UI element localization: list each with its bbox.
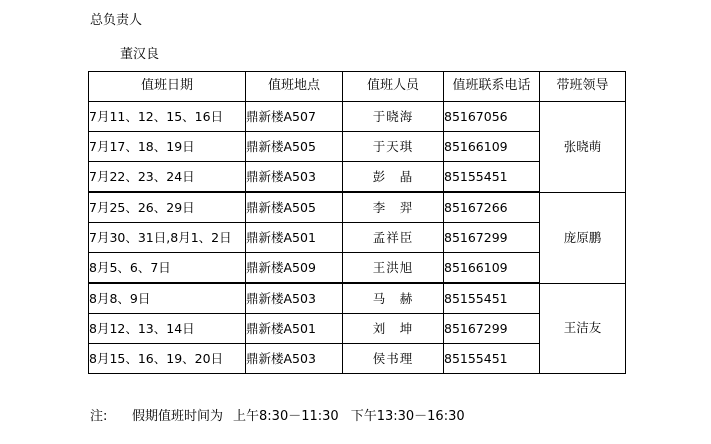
duty-place: 鼎新楼A505	[246, 192, 343, 223]
duty-place: 鼎新楼A501	[246, 223, 343, 253]
duty-staff: 马 赫	[343, 283, 444, 314]
duty-staff: 于天琪	[343, 132, 444, 162]
duty-leader: 张晓萌	[540, 102, 626, 193]
column-header-date: 值班日期	[89, 72, 246, 102]
duty-date: 8月5、6、7日	[89, 253, 246, 284]
duty-leader: 庞原鹏	[540, 192, 626, 283]
duty-date: 7月25、26、29日	[89, 192, 246, 223]
table-row	[89, 102, 626, 132]
duty-schedule-table	[88, 71, 626, 374]
duty-phone: 85167056	[444, 102, 540, 132]
note-label: 注:	[90, 409, 108, 424]
duty-time-note	[90, 405, 465, 424]
duty-date: 8月15、16、19、20日	[89, 344, 246, 374]
duty-date: 7月11、12、15、16日	[89, 102, 246, 132]
duty-staff: 侯书理	[343, 344, 444, 374]
duty-date: 8月12、13、14日	[89, 314, 246, 344]
duty-place: 鼎新楼A509	[246, 253, 343, 284]
duty-place: 鼎新楼A505	[246, 132, 343, 162]
duty-staff: 孟祥臣	[343, 223, 444, 253]
note-afternoon-hours: 下午13:30－16:30	[350, 409, 465, 424]
table-header-row	[89, 72, 626, 102]
column-header-staff: 值班人员	[343, 72, 444, 102]
duty-phone: 85155451	[444, 283, 540, 314]
duty-date: 7月17、18、19日	[89, 132, 246, 162]
duty-phone: 85155451	[444, 162, 540, 193]
duty-place: 鼎新楼A503	[246, 344, 343, 374]
duty-staff: 于晓海	[343, 102, 444, 132]
column-header-place: 值班地点	[246, 72, 343, 102]
duty-date: 7月30、31日,8月1、2日	[89, 223, 246, 253]
duty-phone: 85155451	[444, 344, 540, 374]
duty-place: 鼎新楼A503	[246, 283, 343, 314]
duty-phone: 85167299	[444, 223, 540, 253]
note-morning-hours: 上午8:30－11:30	[233, 409, 339, 424]
duty-staff: 李 羿	[343, 192, 444, 223]
duty-phone: 85167266	[444, 192, 540, 223]
duty-phone: 85166109	[444, 132, 540, 162]
head-of-duty-label: 总负责人	[90, 13, 143, 28]
duty-leader: 王洁友	[540, 283, 626, 374]
duty-date: 8月8、9日	[89, 283, 246, 314]
note-text: 假期值班时间为	[132, 409, 224, 424]
duty-phone: 85167299	[444, 314, 540, 344]
duty-date: 7月22、23、24日	[89, 162, 246, 193]
duty-staff: 王洪旭	[343, 253, 444, 284]
duty-phone: 85166109	[444, 253, 540, 284]
duty-place: 鼎新楼A501	[246, 314, 343, 344]
duty-staff: 彭 晶	[343, 162, 444, 193]
table-row	[89, 192, 626, 223]
duty-place: 鼎新楼A507	[246, 102, 343, 132]
table-row	[89, 283, 626, 314]
column-header-phone: 值班联系电话	[444, 72, 540, 102]
duty-staff: 刘 坤	[343, 314, 444, 344]
duty-place: 鼎新楼A503	[246, 162, 343, 193]
head-of-duty-name: 董汉良	[120, 47, 160, 62]
column-header-leader: 带班领导	[540, 72, 626, 102]
